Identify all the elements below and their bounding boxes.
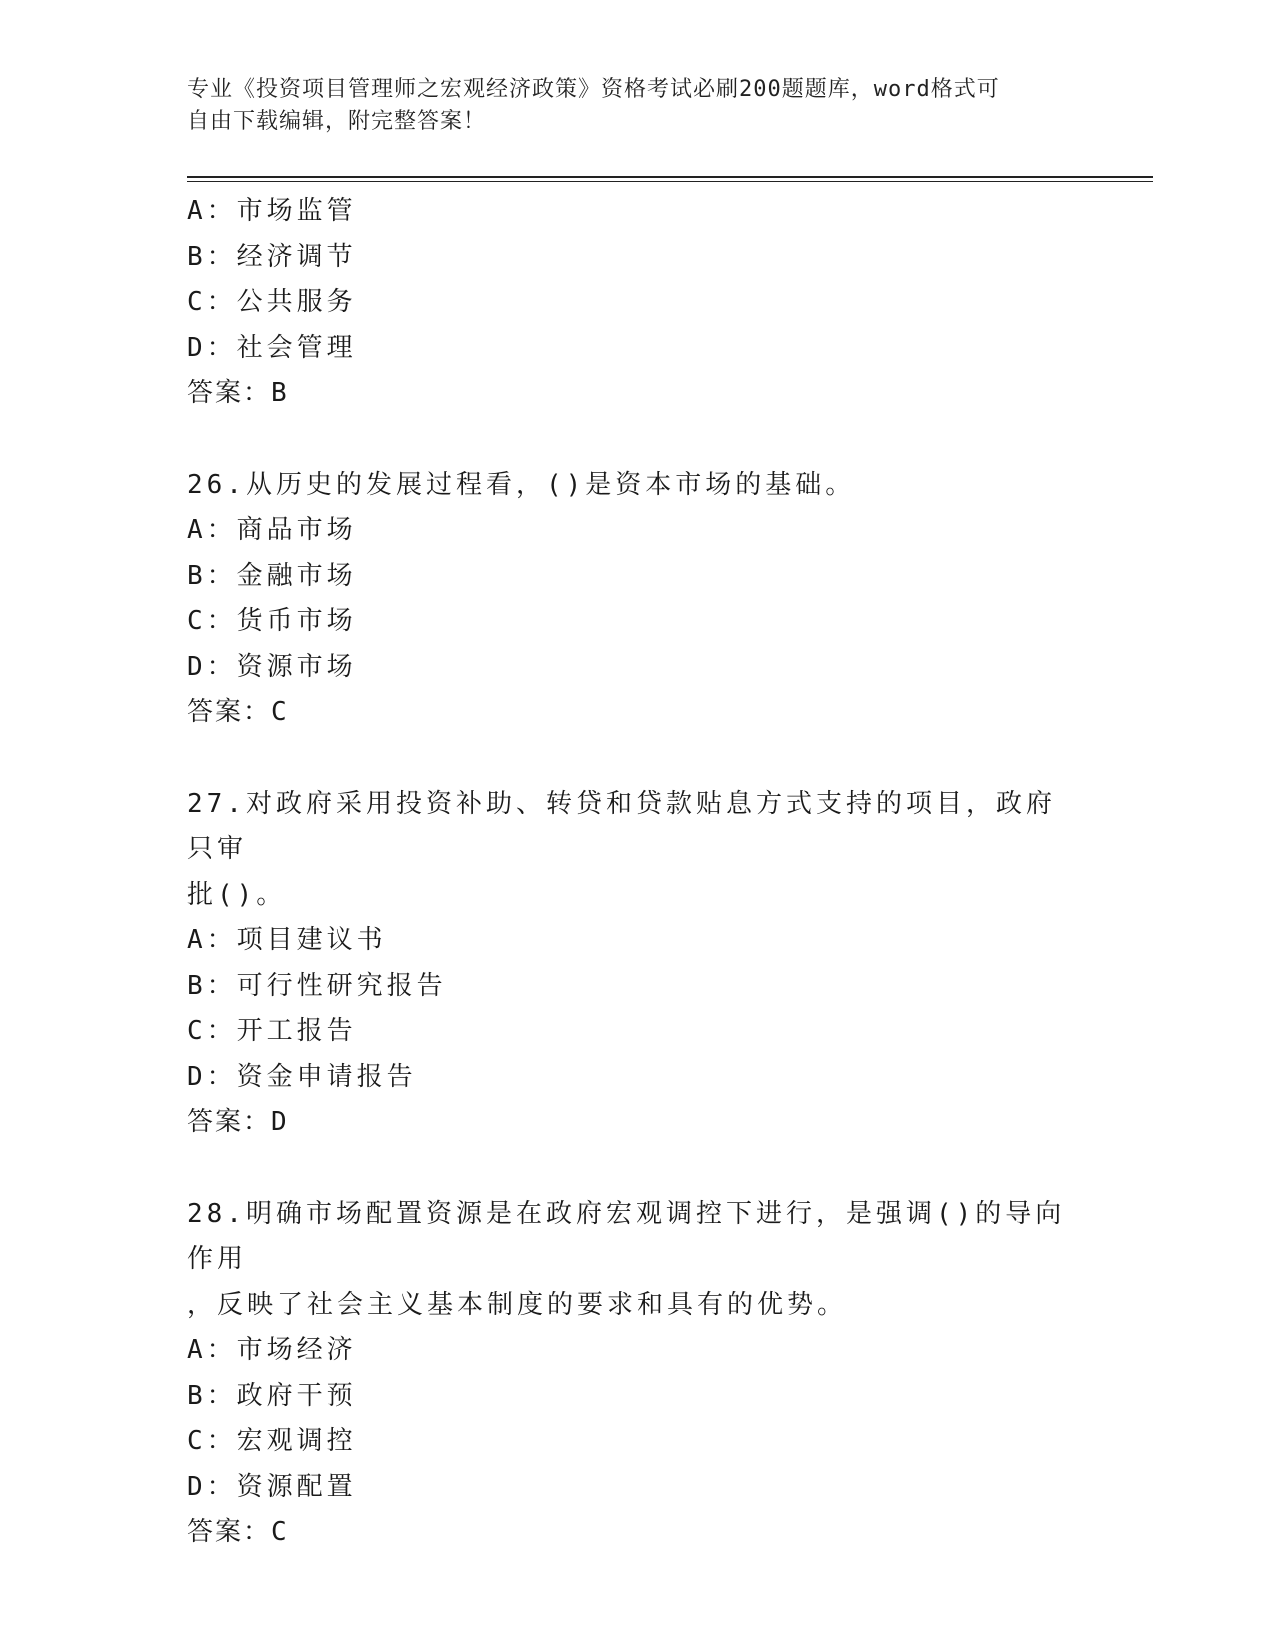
answer-line: [187, 690, 1087, 736]
header-line-2: 自由下载编辑，附完整答案！: [187, 109, 487, 134]
question-stem-line-2: ，反映了社会主义基本制度的要求和具有的优势。: [187, 1289, 848, 1320]
option-b: B：可行性研究报告: [187, 970, 447, 1001]
question-stem-line-1: 28.明确市场配置资源是在政府宏观调控下进行，是强调()的导向作用: [187, 1198, 1066, 1274]
question-28: [187, 1192, 1087, 1556]
answer-label: 答案：: [187, 697, 272, 727]
option-c: C：货币市场: [187, 606, 357, 636]
answer-label: 答案：: [187, 1107, 272, 1137]
option-c: C：开工报告: [187, 1016, 357, 1046]
answer-line: [187, 371, 1087, 417]
question-25: [187, 189, 1087, 417]
option-d: D：资源市场: [187, 651, 357, 682]
option-c: C：公共服务: [187, 287, 357, 317]
question-stem-line-2: 批()。: [187, 879, 287, 910]
option-a: A：市场经济: [187, 1335, 357, 1365]
answer-label: 答案：: [187, 378, 272, 408]
option-b: B：金融市场: [187, 560, 357, 591]
option-b: B：经济调节: [187, 241, 357, 272]
answer-value: B: [271, 378, 289, 408]
answer-value: C: [271, 697, 289, 727]
answer-label: 答案：: [187, 1517, 272, 1547]
option-c: C：宏观调控: [187, 1426, 357, 1456]
question-27: [187, 782, 1087, 1146]
option-b: B：政府干预: [187, 1380, 357, 1411]
header-divider-thick: [187, 176, 1153, 178]
option-d: D：资源配置: [187, 1471, 357, 1502]
answer-value: C: [271, 1517, 289, 1547]
question-stem-line-1: 27.对政府采用投资补助、转贷和贷款贴息方式支持的项目，政府只审: [187, 788, 1056, 864]
header-line-1: 专业《投资项目管理师之宏观经济政策》资格考试必刷200题题库，word格式可: [187, 77, 1000, 102]
document-header: [187, 74, 1067, 138]
question-list: [187, 189, 1087, 1556]
answer-value: D: [271, 1107, 289, 1137]
option-a: A：市场监管: [187, 196, 357, 226]
option-d: D：社会管理: [187, 332, 357, 363]
answer-line: [187, 1510, 1087, 1556]
answer-line: [187, 1100, 1087, 1146]
option-a: A：商品市场: [187, 515, 357, 545]
option-d: D：资金申请报告: [187, 1061, 417, 1092]
question-26: [187, 463, 1087, 736]
header-divider-thin: [187, 181, 1153, 182]
question-stem: 26.从历史的发展过程看，()是资本市场的基础。: [187, 469, 856, 500]
option-a: A：项目建议书: [187, 925, 387, 955]
